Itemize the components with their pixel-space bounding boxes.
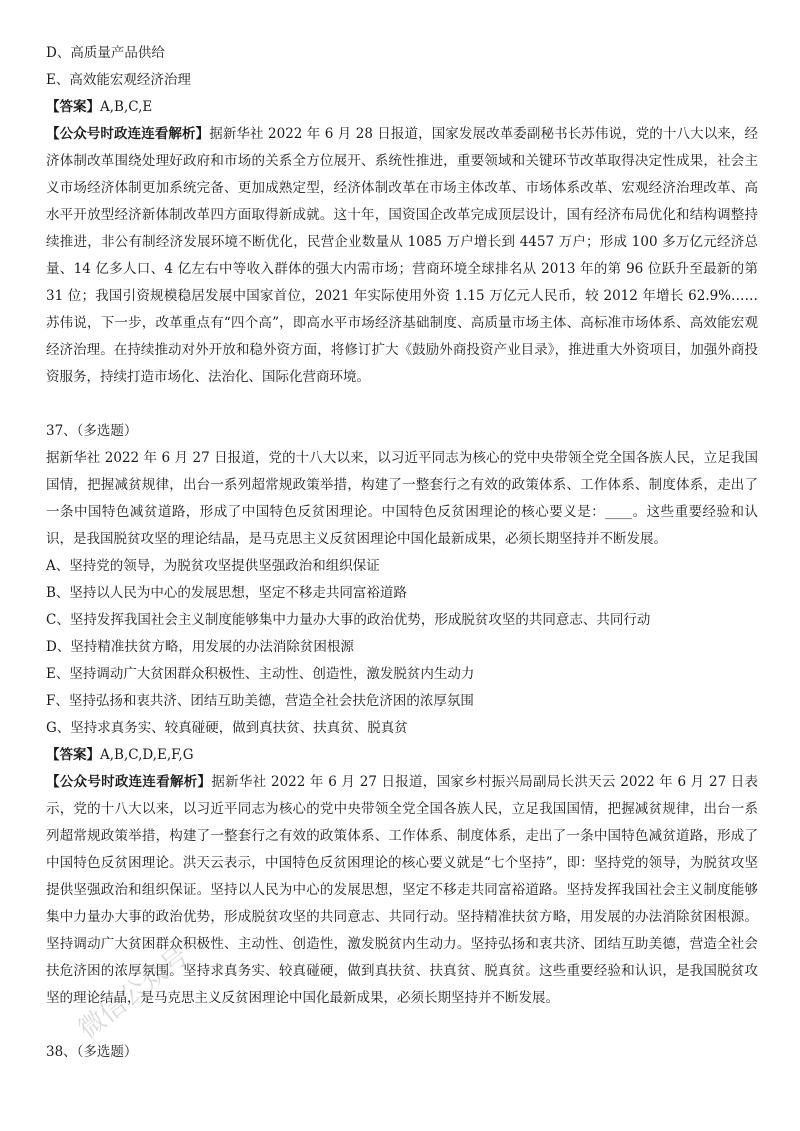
watermark-text: 微信公众号 bbox=[73, 941, 195, 1045]
q37-answer-line bbox=[46, 742, 758, 769]
analysis-label: 【公众号时政连连看解析】 bbox=[46, 126, 210, 142]
question-38-header: 38、（多选题） bbox=[46, 1044, 138, 1060]
document-page bbox=[46, 40, 758, 1066]
analysis-paragraph bbox=[46, 121, 758, 391]
q37-answer-label: 【答案】 bbox=[46, 747, 100, 763]
q37-option-a: A、坚持党的领导，为脱贫攻坚提供坚强政治和组织保证 bbox=[46, 558, 380, 574]
answer-label: 【答案】 bbox=[46, 99, 100, 115]
q37-answer-value: A,B,C,D,E,F,G bbox=[100, 747, 194, 763]
q37-option-d: D、坚持精准扶贫方略，用发展的办法消除贫困根源 bbox=[46, 639, 354, 655]
answer-line bbox=[46, 94, 758, 121]
spacer bbox=[46, 391, 758, 418]
q37-option-f: F、坚持弘扬和衷共济、团结互助美德，营造全社会扶危济困的浓厚氛围 bbox=[46, 693, 474, 709]
q37-analysis-text: 据新华社 2022 年 6 月 27 日报道，国家乡村振兴局副局长洪天云 2022 年 6 月 27 日表示，党的十八大以来，以习近平同志为核心的党中央带领全党全国各族人民，立足我国国情，把握减贫规律，出台一系列超常规政策举措，构建了一整套行之有效的政策体系、工作体系、制度体系，走出了一条中国特色减贫道路，形成了中国特色反贫困理论。洪天云表示，中国特色反贫困理论的核心要义就是“七个坚持”，即：坚持党的领导，为脱贫攻坚提供坚强政治和组织保证。坚持以人民为中心的发展思想，坚定不移走共同富裕道路。坚持发挥我国社会主义制度能够集中力量办大事的政治优势，形成脱贫攻坚的共同意志、共同行动。坚持精准扶贫方略，用发展的办法消除贫困根源。坚持调动广大贫困群众积极性、主动性、创造性，激发脱贫内生动力。坚持弘扬和衷共济、团结互助美德，营造全社会扶危济困的浓厚氛围。坚持求真务实、较真碰硬，做到真扶贫、扶真贫、脱真贫。这些重要经验和认识，是我国脱贫攻坚的理论结晶，是马克思主义反贫困理论中国化最新成果，必须长期坚持并不断发展。 bbox=[46, 774, 759, 1006]
q37-option-g: G、坚持求真务实、较真碰硬，做到真扶贫、扶真贫、脱真贫 bbox=[46, 720, 408, 736]
option-d: D、高质量产品供给 bbox=[46, 45, 165, 61]
q37-option-e: E、坚持调动广大贫困群众积极性、主动性、创造性，激发脱贫内生动力 bbox=[46, 666, 475, 682]
question-37-header: 37、（多选题） bbox=[46, 423, 138, 439]
q37-option-b: B、坚持以人民为中心的发展思想，坚定不移走共同富裕道路 bbox=[46, 585, 407, 601]
answer-value: A,B,C,E bbox=[100, 99, 153, 115]
q37-option-c: C、坚持发挥我国社会主义制度能够集中力量办大事的政治优势，形成脱贫攻坚的共同意志、共同行动 bbox=[46, 612, 651, 628]
question-37-stem: 据新华社 2022 年 6 月 27 日报道，党的十八大以来，以习近平同志为核心的党中央带领全党全国各族人民，立足我国国情，把握减贫规律，出台一系列超常规政策举措，构建了一整套行之有效的政策体系、工作体系、制度体系，走出了一条中国特色减贫道路，形成了中国特色反贫困理论。中国特色反贫困理论的核心要义是：____。这些重要经验和认识，是我国脱贫攻坚的理论结晶，是马克思主义反贫困理论中国化最新成果，必须长期坚持并不断发展。 bbox=[46, 450, 758, 547]
q37-analysis-paragraph bbox=[46, 769, 758, 1012]
q37-analysis-label: 【公众号时政连连看解析】 bbox=[46, 774, 212, 790]
spacer bbox=[46, 1012, 758, 1039]
analysis-text: 据新华社 2022 年 6 月 28 日报道，国家发展改革委副秘书长苏伟说，党的十八大以来，经济体制改革围绕处理好政府和市场的关系全方位展开、系统性推进，重要领域和关键环节改革取得决定性成果，社会主义市场经济体制更加系统完备、更加成熟定型，经济体制改革在市场主体改革、市场体系改革、宏观经济治理改革、高水平开放型经济新体制改革四方面取得新成就。这十年，国资国企改革完成顶层设计，国有经济布局优化和结构调整持续推进，非公有制经济发展环境不断优化，民营企业数量从 1085 万户增长到 4457 万户；形成 100 多万亿元经济总量、14 亿多人口、4 亿左右中等收入群体的强大内需市场；营商环境全球排名从 2013 年的第 96 位跃升至最新的第 31 位；我国引资规模稳居发展中国家首位，2021 年实际使用外资 1.15 万亿元人民币，较 2012 年增长 62.9%……苏伟说，下一步，改革重点有“四个高”，即高水平市场经济基础制度、高质量市场主体、高标准市场体系、高效能宏观经济治理。在持续推动对外开放和稳外资方面，将修订扩大《鼓励外商投资产业目录》，推进重大外资项目，加强外商投资服务，持续打造市场化、法治化、国际化营商环境。 bbox=[46, 126, 759, 385]
option-e: E、高效能宏观经济治理 bbox=[46, 72, 191, 88]
